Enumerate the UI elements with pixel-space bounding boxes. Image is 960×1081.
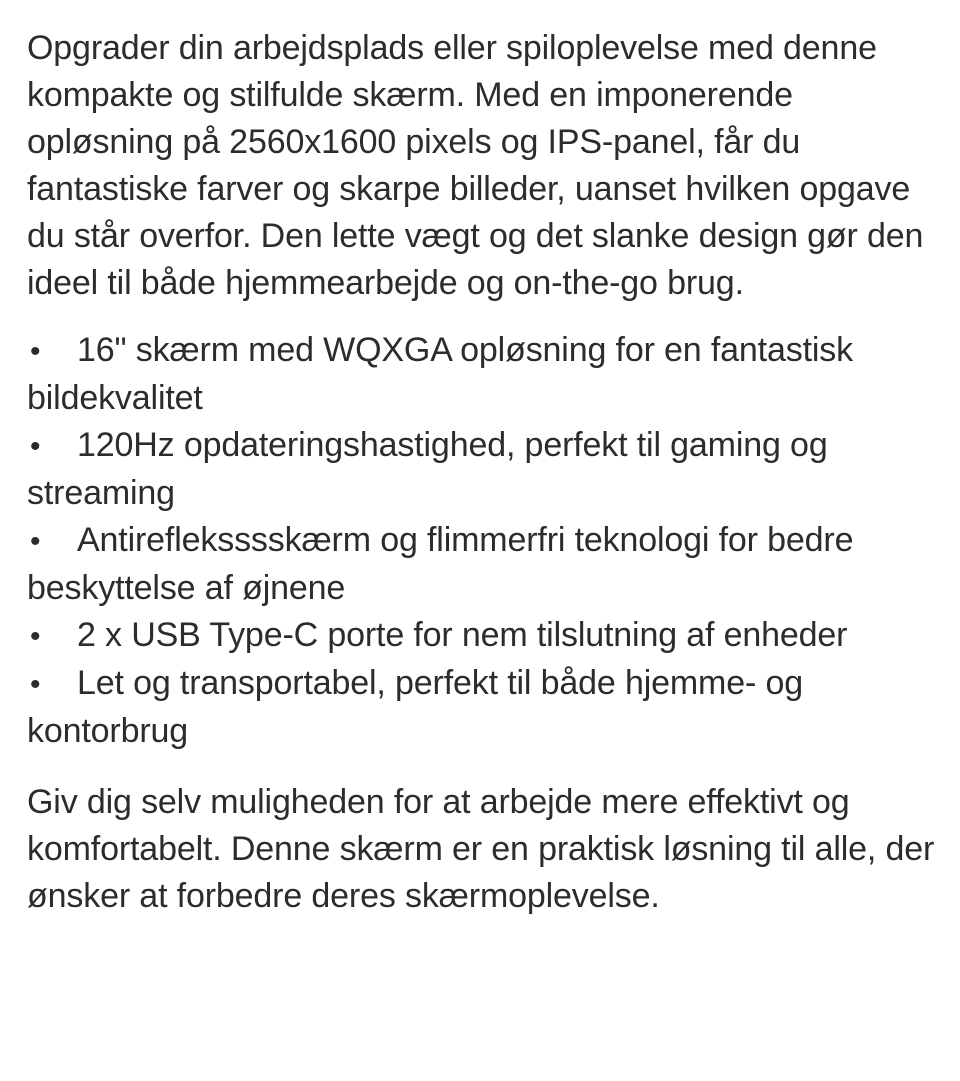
- list-item: [27, 327, 942, 422]
- bullet-icon: •: [30, 430, 41, 463]
- list-item: [27, 612, 942, 660]
- section-spacer: [27, 755, 942, 779]
- bullet-icon: •: [30, 668, 41, 701]
- bullet-icon: •: [30, 335, 41, 368]
- list-item-label: 120Hz opdateringshastighed, perfekt til gaming og streaming: [27, 426, 828, 512]
- closing-paragraph: Giv dig selv muligheden for at arbejde mere effektivt og komfortabelt. Denne skærm er en praktisk løsning til alle, der ønsker at forbedre deres skærmoplevelse.: [27, 783, 935, 915]
- list-item-label: 16" skærm med WQXGA opløsning for en fantastisk bildekvalitet: [27, 331, 853, 417]
- list-item: [27, 517, 942, 612]
- list-item-label: Antirefleksssskærm og flimmerfri teknologi for bedre beskyttelse af øjnene: [27, 521, 854, 607]
- feature-list: [27, 327, 942, 755]
- intro-paragraph: Opgrader din arbejdsplads eller spiloplevelse med denne kompakte og stilfulde skærm. Med en imponerende opløsning på 2560x1600 pixels og IPS-panel, får du fantastiske farver og skarpe billeder, uanset hvilken opgave du står overfor. Den lette vægt og det slanke design gør den ideel til både hjemmearbejde og on-the-go brug.: [27, 29, 924, 302]
- list-item: [27, 660, 942, 755]
- list-item: [27, 422, 942, 517]
- list-item-label: 2 x USB Type-C porte for nem tilslutning af enheder: [77, 616, 848, 654]
- list-item-label: Let og transportabel, perfekt til både hjemme- og kontorbrug: [27, 664, 803, 750]
- bullet-icon: •: [30, 620, 41, 653]
- bullet-icon: •: [30, 525, 41, 558]
